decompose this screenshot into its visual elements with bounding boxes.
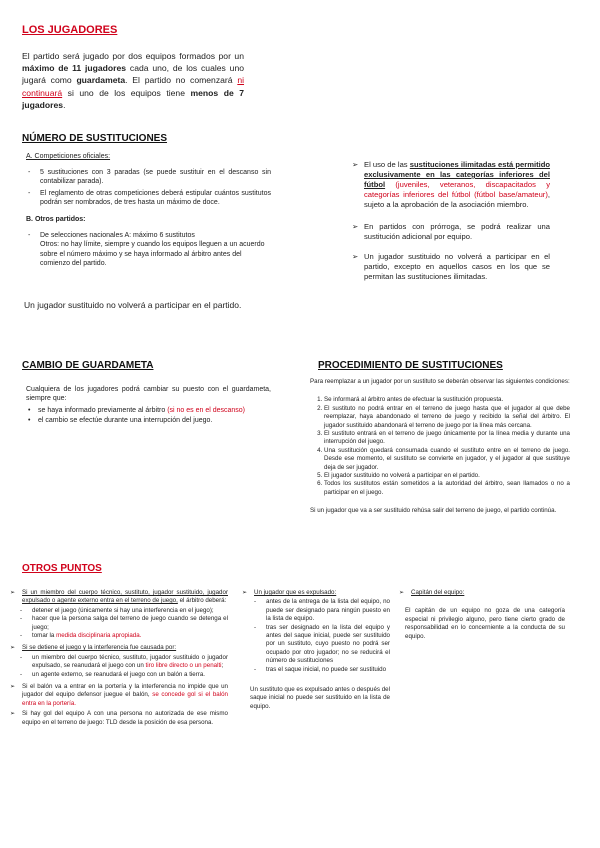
text: . El partido no comenzará	[125, 75, 233, 86]
sustituciones-right	[360, 160, 550, 282]
list-item: 5. El jugador sustituido no volverá a participar en el partido.	[324, 472, 570, 480]
list-item: 2. El sustituto no podrá entrar en el terreno de juego hasta que el jugador al que debe reemplazar, haya abandonado el terreno de juego y recibido la señal del árbitro. El jugador sustituido abandonará el terreno de juego por la línea más cercana.	[324, 405, 570, 430]
otros-col3-text: El capitán de un equipo no goza de una categoría especial ni privilegio alguno, pero tiene cierto grado de responsabilidad en lo concerniente a la conducta de su equipo.	[405, 607, 565, 640]
text: El partido será jugado por dos equipos formados por un	[22, 51, 244, 61]
list-item	[254, 589, 390, 674]
list-item: - tras el saque inicial, no puede ser sustituido	[266, 666, 390, 674]
list-item	[22, 644, 228, 679]
list-item: 6. Todos los sustitutos están sometidos a la autoridad del árbitro, sean llamados o no a participar en el juego.	[324, 480, 570, 497]
list-item	[22, 683, 228, 708]
text-underlined: Capitán del equipo:	[411, 589, 465, 596]
list-item: - 5 sustituciones con 3 paradas (se puede sustituir en el descanso sin contabilizar parada).	[40, 168, 271, 186]
list-item	[38, 416, 271, 425]
list-item	[22, 589, 228, 640]
text-red: ni continuará	[22, 75, 245, 98]
list-item: 1. Se informará al árbitro antes de efectuar la sustitución propuesta.	[324, 396, 570, 404]
text: el árbitro deberá:	[177, 597, 227, 605]
text-bold: menos de 7 jugadores	[22, 87, 245, 110]
list-item	[38, 406, 271, 415]
list-item: - tras ser designado en la lista del equipo y antes del saque inicial, puede ser sustituido por un sustituto, cuyo puesto no podrá ser ocupado por otro jugador; no se reducirá el número de sustituciones	[266, 624, 390, 666]
text-bold: máximo de 11 jugadores	[22, 63, 127, 74]
text-red: (juveniles, veteranos, discapacitados y categorías inferiores del fútbol (fútbol base/amateur)	[364, 180, 550, 199]
list-item: ➢ Un jugador sustituido no volverá a participar en el partido, excepto en aquellos casos en los que se permitan las sustituciones ilimitadas.	[364, 252, 550, 282]
text: Si el balón va a entrar en la portería y la interferencia no impide que un jugador del equipo defensor juegue el balón,	[22, 683, 228, 699]
list-item	[32, 654, 228, 671]
section-title-jugadores: LOS JUGADORES	[22, 24, 118, 36]
list-item: - hacer que la persona salga del terreno de juego cuando se detenga el juego;	[32, 615, 228, 632]
procedimiento-list	[310, 396, 570, 497]
jugadores-paragraph	[22, 50, 244, 111]
list-item: - De selecciones nacionales A: máximo 6 sustitutos	[40, 231, 271, 240]
text-underlined: Si se detiene el juego y la interferencia fue causada por:	[22, 644, 177, 652]
list-item: ➢ En partidos con prórroga, se podrá realizar una sustitución adicional por equipo.	[364, 222, 550, 242]
text-red: (si no es en el descanso)	[167, 407, 246, 415]
text: .	[63, 99, 66, 110]
text-underlined: sustituciones ilimitadas está permitido exclusivamente en las categorías inferiores del fútbol	[364, 160, 550, 189]
list-item: - El reglamento de otras competiciones deberá estipular cuántos sustitutos podrán ser nombrados, de tres hasta un máximo de doce.	[40, 189, 271, 207]
guardameta-intro: Cualquiera de los jugadores podrá cambiar su puesto con el guardameta, siempre que:	[26, 386, 271, 403]
otros-col3	[405, 589, 565, 641]
text: si uno de los equipos tiene	[67, 87, 185, 98]
section-title-procedimiento: PROCEDIMIENTO DE SUSTITUCIONES	[318, 360, 503, 371]
list-item: - detener el juego (únicamente si hay una interferencia en el juego);	[32, 607, 228, 615]
text: tomar la	[32, 632, 57, 640]
text-underlined: Un jugador que es expulsado:	[254, 589, 337, 596]
text: ;	[221, 662, 224, 670]
list-item: 4. Una sustitución quedará consumada cuando el sustituto entre en el terreno de juego. Desde ese momento, el sustituto se convierte en jugador, y el jugador al que sustituye deja de ser jugador.	[324, 447, 570, 472]
guardameta-body	[26, 385, 271, 425]
list-item	[364, 160, 550, 210]
text: se haya informado previamente al árbitro	[38, 407, 168, 415]
sustituciones-closing: Un jugador sustituido no volverá a participar en el partido.	[24, 300, 242, 310]
text: , sujeto a la aprobación de la asociación miembro.	[364, 190, 550, 209]
text: cada uno, de los cuales uno jugará como	[22, 63, 244, 86]
text: El uso de las	[364, 160, 410, 169]
otros-col1	[18, 589, 228, 727]
otros-col2	[250, 589, 390, 711]
procedimiento-closing: Si un jugador que va a ser sustituido rehúsa salir del terreno de juego, el partido continúa.	[310, 507, 557, 515]
text-red: medida disciplinaria apropiada.	[56, 632, 142, 640]
text-underlined: Si un miembro del cuerpo técnico, sustituto, jugador sustituido, jugador expulsado o agente externo entra en el terreno de juego,	[22, 589, 228, 605]
list-item: - antes de la entrega de la lista del equipo, no puede ser designado para ningún puesto en la lista de equipo.	[266, 598, 390, 623]
list-item: - un agente externo, se reanudará el juego con un balón a tierra.	[32, 671, 228, 679]
text-bold: guardameta	[76, 75, 126, 86]
text-red: se concede gol si el balón entra en la portería.	[22, 691, 228, 707]
text: un miembro del cuerpo técnico, sustituto, jugador sustituido o jugador expulsado, se reanudará el juego con un	[32, 653, 228, 670]
section-title-sustituciones: NÚMERO DE SUSTITUCIONES	[22, 133, 168, 144]
list-item: 3. El sustituto entrará en el terreno de juego únicamente por la línea media y durante una interrupción del juego.	[324, 430, 570, 447]
subsection-a-title: A. Competiciones oficiales:	[26, 153, 111, 160]
list-item	[411, 589, 565, 597]
list-item	[32, 632, 228, 640]
list-item: ➢ Si hay gol del equipo A con una persona no autorizada de ese mismo equipo en el terreno de juego: TLD desde la posición de esa persona.	[22, 710, 228, 727]
sustituciones-left	[26, 152, 271, 268]
otros-col2-closing: Un sustituto que es expulsado antes o después del saque inicial no puede ser sustituido en la lista de equipo.	[250, 686, 391, 710]
section-title-otros: OTROS PUNTOS	[22, 563, 102, 574]
subsection-b-title: B. Otros partidos:	[26, 216, 86, 224]
text-red: tiro libre directo o un penalti	[145, 662, 222, 670]
list-item: Otros: no hay límite, siempre y cuando los equipos lleguen a un acuerdo sobre el número máximo y se haya informado al árbitro antes del comienzo del partido.	[40, 241, 265, 267]
section-title-guardameta: CAMBIO DE GUARDAMETA	[22, 360, 154, 371]
procedimiento-intro: Para reemplazar a un jugador por un sustituto se deberán observar las siguientes condiciones:	[310, 378, 570, 385]
procedimiento-body	[310, 378, 570, 516]
text: el cambio se efectúe durante una interrupción del juego.	[38, 416, 213, 424]
